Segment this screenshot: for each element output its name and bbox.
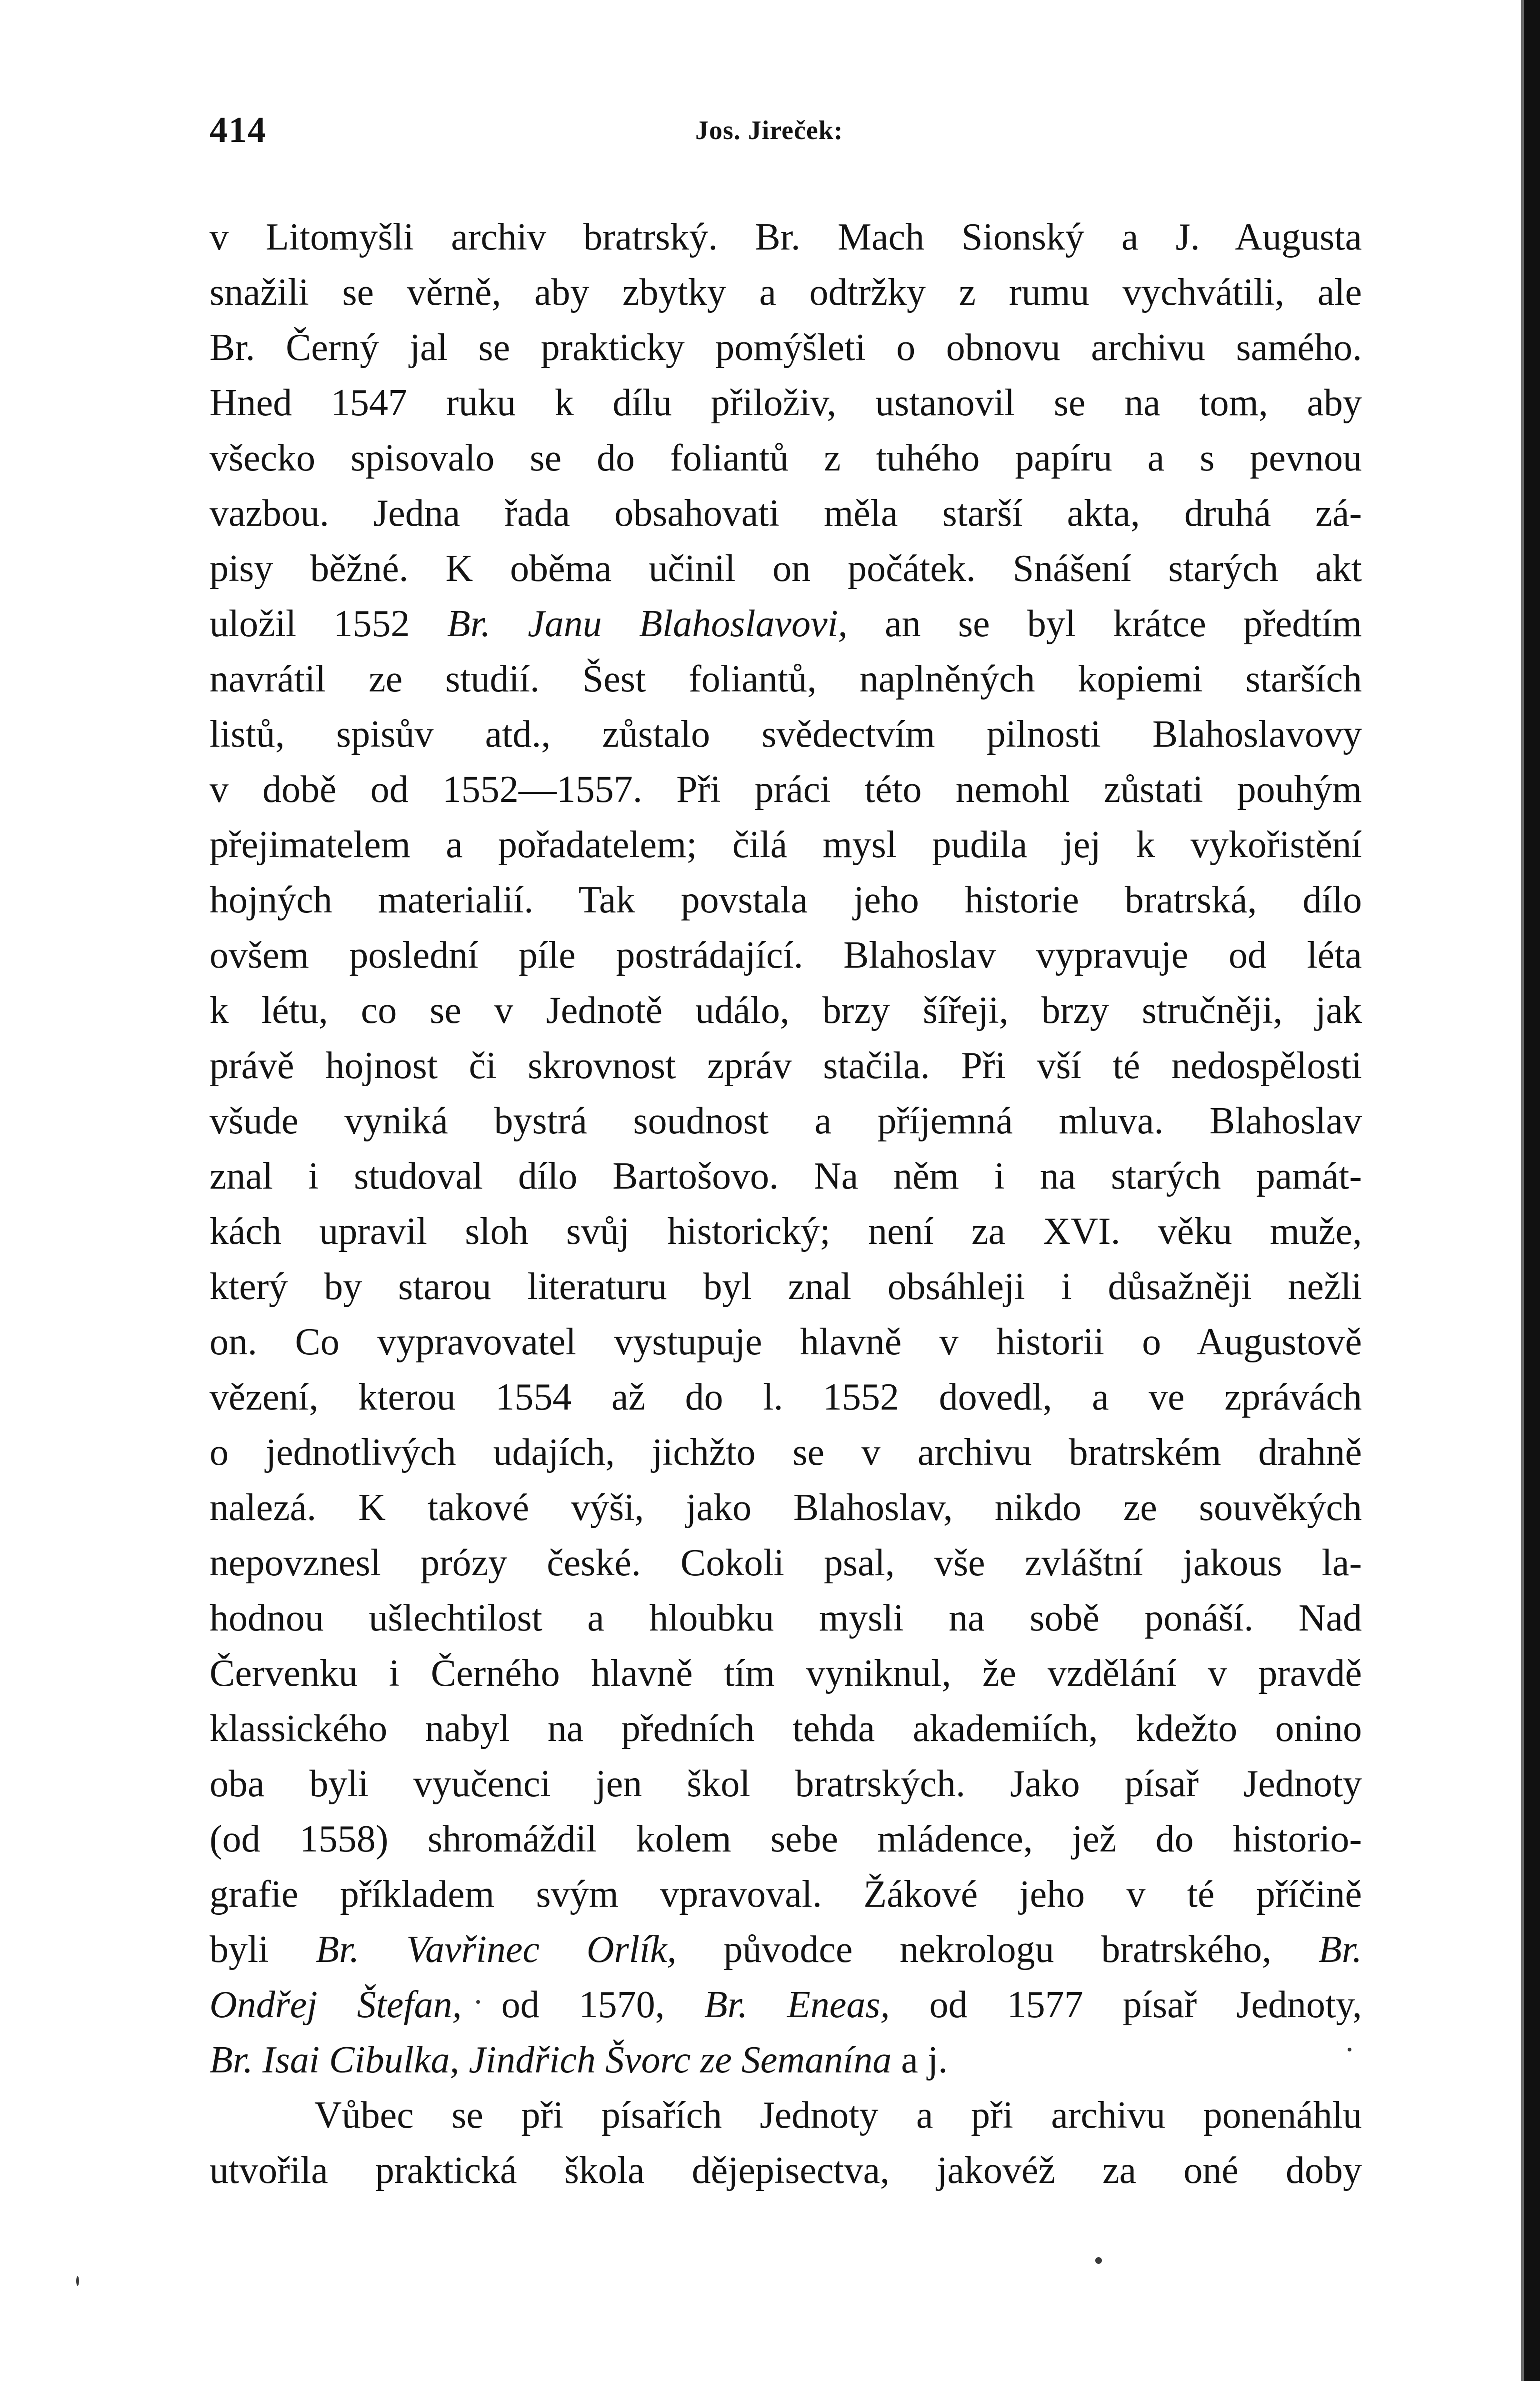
text-line [210,1701,1362,1756]
running-head [210,95,1362,157]
text-segment: oba byli vyučenci jen škol bratrských. Jako písař Jednoty [210,1763,1362,1805]
text-segment: Hned 1547 ruku k dílu přiloživ, ustanovil se na tom, aby [210,382,1362,424]
text-line [210,1204,1362,1259]
text-segment: an se byl krátce předtím [847,603,1362,645]
text-line [210,2088,1362,2143]
text-segment: Vůbec se při písařích Jednoty a při archivu ponenáhlu [314,2094,1362,2136]
text-segment: od 1577 písař Jednoty, [890,1984,1362,2026]
text-line [210,1093,1362,1149]
text-segment: o jednotlivých udajích, jichžto se v archivu bratrském drahně [210,1431,1362,1473]
text-segment: Červenku i Černého hlavně tím vyniknul, že vzdělání v pravdě [210,1652,1362,1694]
text-line [210,1756,1362,1811]
text-line [210,707,1362,762]
text-line [210,651,1362,707]
text-segment: listů, spisův atd., zůstalo svědectvím pilnosti Blahoslavovy [210,713,1362,755]
italic-text: Ondřej Štefan, [210,1984,462,2026]
italic-text: Br. Janu Blahoslavovi, [447,603,848,645]
text-segment: grafie příkladem svým vpravoval. Žákové jeho v té příčině [210,1873,1362,1915]
text-line [210,1591,1362,1646]
text-line [210,596,1362,651]
text-line [210,1259,1362,1314]
italic-text: Br. Eneas, [704,1984,890,2026]
text-line [210,1977,1362,2032]
italic-text: Br. Vavřinec Orlík, [316,1929,677,1971]
text-segment: hojných materialií. Tak povstala jeho historie bratrská, dílo [210,879,1362,921]
text-line [210,1425,1362,1480]
speck [1095,2257,1102,2264]
text-segment: přejimatelem a pořadatelem; čilá mysl pudila jej k vykořistění [210,824,1362,866]
text-line [210,762,1362,817]
text-segment: od 1570, [461,1984,704,2026]
text-segment: byli [210,1929,316,1971]
text-segment: nalezá. K takové výši, jako Blahoslav, nikdo ze souvěkých [210,1487,1362,1529]
text-line [210,1480,1362,1535]
text-line [210,1149,1362,1204]
text-segment: všude vyniká bystrá soudnost a příjemná mluva. Blahoslav [210,1100,1362,1142]
text-segment: uložil 1552 [210,603,447,645]
text-line [210,1867,1362,1922]
text-segment: nepovznesl prózy české. Cokoli psal, vše zvláštní jakous la- [210,1542,1362,1584]
text-line [210,872,1362,928]
text-segment: vazbou. Jedna řada obsahovati měla starší akta, druhá zá- [210,492,1362,534]
text-segment: kách upravil sloh svůj historický; není za XVI. věku muže, [210,1211,1362,1252]
italic-text: Br. [1318,1929,1362,1971]
text-segment: pisy běžné. K oběma učinil on počátek. Snášení starých akt [210,548,1362,590]
text-segment: v době od 1552—1557. Při práci této nemohl zůstati pouhým [210,769,1362,810]
text-line [210,1646,1362,1701]
text-segment: ovšem poslední píle postrádající. Blahoslav vypravuje od léta [210,934,1362,976]
text-segment: znal i studoval dílo Bartošovo. Na něm i na starých památ- [210,1155,1362,1197]
text-line [210,1038,1362,1093]
text-line [210,1314,1362,1370]
text-line [210,2032,1362,2088]
scan-edge [1524,0,1540,2381]
text-segment: všecko spisovalo se do foliantů z tuhého papíru a s pevnou [210,437,1362,479]
text-segment: v Litomyšli archiv bratrský. Br. Mach Sionský a J. Augusta [210,216,1362,258]
text-line [210,486,1362,541]
text-line [210,817,1362,872]
italic-text: Br. Isai Cibulka, Jindřich Švorc ze Semanína [210,2039,892,2081]
running-title: Jos. Jireček: [695,116,843,145]
page-number: 414 [210,110,267,150]
text-line [210,265,1362,320]
text-segment: Br. Černý jal se prakticky pomýšleti o obnovu archivu samého. [210,327,1362,369]
text-segment: utvořila praktická škola dějepisectva, jakovéž za oné doby [210,2150,1362,2191]
body-text [210,210,1362,2198]
text-segment: a j. [891,2039,948,2081]
book-page [210,95,1362,2198]
text-segment: právě hojnost či skrovnost zpráv stačila. Při vší té nedospělosti [210,1045,1362,1087]
text-line [210,1535,1362,1591]
text-segment: který by starou literaturu byl znal obsáhleji i důsažněji nežli [210,1266,1362,1308]
text-line [210,320,1362,375]
text-segment: původce nekrologu bratrského, [676,1929,1319,1971]
text-segment: klassického nabyl na předních tehda akademiích, kdežto onino [210,1708,1362,1750]
text-segment: k létu, co se v Jednotě událo, brzy šířeji, brzy stručněji, jak [210,990,1362,1031]
text-line [210,1370,1362,1425]
text-segment: snažili se věrně, aby zbytky a odtržky z rumu vychvátili, ale [210,271,1362,313]
text-line [210,1922,1362,1977]
text-segment: (od 1558) shromáždil kolem sebe mládence, jež do historio- [210,1818,1362,1860]
text-segment: hodnou ušlechtilost a hloubku mysli na sobě ponáší. Nad [210,1597,1362,1639]
speck [76,2276,79,2286]
text-segment: on. Co vypravovatel vystupuje hlavně v historii o Augustově [210,1321,1362,1363]
text-line [210,928,1362,983]
text-line [210,375,1362,430]
text-line [210,430,1362,486]
text-segment: navrátil ze studií. Šest foliantů, naplněných kopiemi starších [210,658,1362,700]
text-line [210,983,1362,1038]
text-line [210,2143,1362,2198]
text-line [210,210,1362,265]
text-line [210,541,1362,596]
text-line [210,1811,1362,1867]
text-segment: vězení, kterou 1554 až do l. 1552 dovedl, a ve zprávách [210,1376,1362,1418]
